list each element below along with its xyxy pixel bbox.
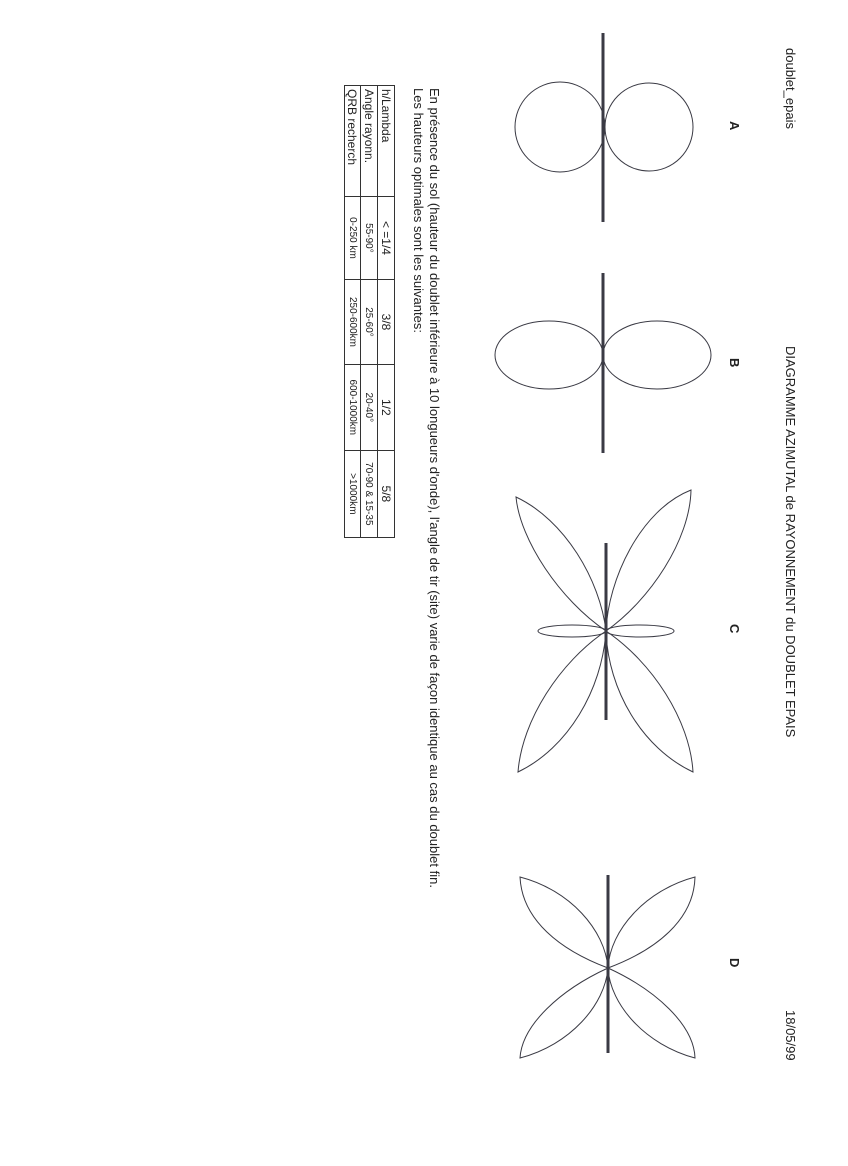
lobe [608, 877, 695, 968]
row-label-angle: Angle rayonn. [361, 86, 378, 197]
lobe [606, 625, 674, 637]
table-cell: 0-250 km [345, 196, 361, 279]
table-cell: >1000km [345, 450, 361, 537]
lobe [515, 82, 605, 172]
table-cell: < =1/4 [378, 196, 395, 279]
lobe [608, 968, 695, 1058]
table-cell: 20-40° [361, 364, 378, 450]
document-title: DIAGRAMME AZIMUTAL de RAYONNEMENT du DOUBLET EPAIS [783, 346, 798, 738]
lobe [518, 631, 606, 772]
diagram-label-b: B [727, 358, 742, 368]
diagram-a [515, 33, 693, 222]
row-label-h-lambda: h/Lambda [378, 86, 395, 197]
table-cell: 55-90° [361, 196, 378, 279]
lobe [516, 497, 606, 631]
lobe [520, 877, 608, 968]
table-cell: 70-90 & 15-35 [361, 450, 378, 537]
lobe [606, 631, 693, 772]
diagram-d [520, 875, 695, 1058]
table-cell: 5/8 [378, 450, 395, 537]
diagram-label-c: C [727, 624, 742, 634]
lobe [603, 321, 711, 389]
diagram-b [495, 273, 711, 453]
lobe [538, 625, 606, 637]
lobe [520, 968, 608, 1058]
table-cell: 1/2 [378, 364, 395, 450]
paragraph-line-1: En présence du sol (hauteur du doublet inférieure à 10 longueurs d'onde), l'angle de tir (site) varie de façon identique au cas du doublet fin. [427, 88, 442, 888]
lobe [495, 321, 603, 389]
row-label-qrb: QRB recherch [345, 86, 361, 197]
diagram-label-a: A [727, 121, 742, 131]
table-cell: 3/8 [378, 280, 395, 365]
diagram-c [516, 490, 693, 772]
lobe [606, 490, 691, 631]
table-cell: 250-600km [345, 280, 361, 365]
diagram-label-d: D [727, 958, 742, 968]
paragraph-line-2: Les hauteurs optimales sont les suivantes: [411, 88, 426, 333]
table-cell: 25-60° [361, 280, 378, 365]
filename-label: doublet_epais [783, 48, 798, 129]
document-date: 18/05/99 [783, 1010, 798, 1061]
table-cell: 600-1000km [345, 364, 361, 450]
lobe [605, 83, 693, 171]
